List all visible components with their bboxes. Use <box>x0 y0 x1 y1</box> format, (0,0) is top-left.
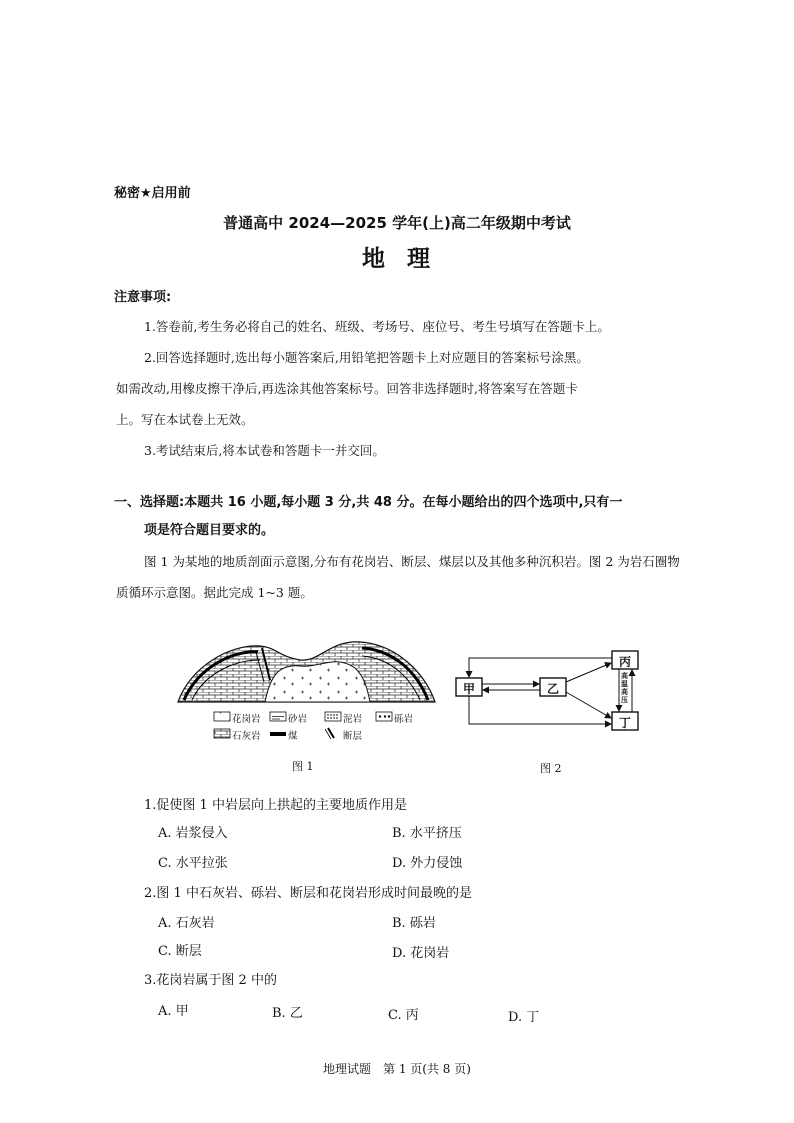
subject-title: 地理 <box>362 246 452 272</box>
figure-1-caption: 图 1 <box>292 760 314 773</box>
legend-coal: 煤 <box>288 731 298 742</box>
notice-item-1: 1.答卷前,考生务必将自己的姓名、班级、考场号、座位号、考生号填写在答题卡上。 <box>144 319 610 334</box>
question-1-option-d: D. 外力侵蚀 <box>392 856 463 871</box>
notice-item-2-line-2: 如需改动,用橡皮擦干净后,再选涂其他答案标号。回答非选择题时,将答案写在答题卡 <box>116 381 578 396</box>
question-1-option-b: B. 水平挤压 <box>392 826 462 841</box>
question-3-stem: 3.花岗岩属于图 2 中的 <box>144 973 277 988</box>
legend-granite: 花岗岩 <box>232 714 261 725</box>
notice-item-2-line-1: 2.回答选择题时,选出每小题答案后,用铅笔把答题卡上对应题目的答案标号涂黑。 <box>144 350 589 365</box>
node-ding: 丁 <box>618 716 631 730</box>
section-intro: 图 1 为某地的地质剖面示意图,分布有花岗岩、断层、煤层以及其他多种沉积岩。图 2 为岩石圈物质循环示意图。据此完成 1~3 题。 <box>116 554 680 600</box>
exam-title: 普通高中 2024—2025 学年(上)高二年级期中考试 <box>223 214 571 232</box>
node-jia: 甲 <box>462 682 475 696</box>
question-3-option-a: A. 甲 <box>158 1004 189 1019</box>
question-1-option-a: A. 岩浆侵入 <box>158 826 228 841</box>
question-2-option-c: C. 断层 <box>158 944 202 959</box>
legend-sandstone: 砂岩 <box>288 714 308 725</box>
question-2-option-d: D. 花岗岩 <box>392 946 450 961</box>
node-yi: 乙 <box>546 682 559 696</box>
figure-1-cross-section <box>170 632 440 744</box>
legend-fault: 断层 <box>343 731 363 742</box>
notice-item-2-line-3: 上。写在本试卷上无效。 <box>116 412 254 427</box>
question-3-option-c: C. 丙 <box>388 1008 419 1023</box>
question-2-option-a: A. 石灰岩 <box>158 916 215 931</box>
arrow-label-high-temp-pressure: 高温高压 <box>621 672 628 704</box>
question-3-option-b: B. 乙 <box>272 1006 303 1021</box>
figure-2-caption: 图 2 <box>540 762 562 775</box>
legend-mudstone: 泥岩 <box>343 714 363 725</box>
question-2-stem: 2.图 1 中石灰岩、砾岩、断层和花岗岩形成时间最晚的是 <box>144 886 472 901</box>
question-2-option-b: B. 砾岩 <box>392 916 436 931</box>
question-3-option-d: D. 丁 <box>508 1010 540 1025</box>
node-bing: 丙 <box>618 655 631 669</box>
section-heading-line-1: 一、选择题:本题共 16 小题,每小题 3 分,共 48 分。在每小题给出的四个选项中,只有一 <box>114 495 623 510</box>
legend-conglomerate: 砾岩 <box>394 714 414 725</box>
notice-heading: 注意事项: <box>114 290 172 305</box>
legend-limestone: 石灰岩 <box>232 731 261 742</box>
question-1-stem: 1.促使图 1 中岩层向上拱起的主要地质作用是 <box>144 798 407 813</box>
confidential-label: 秘密★启用前 <box>114 186 191 201</box>
section-heading-line-2: 项是符合题目要求的。 <box>144 523 275 538</box>
page-footer: 地理试题 第 1 页(共 8 页) <box>323 1062 471 1076</box>
notice-item-3: 3.考试结束后,将本试卷和答题卡一并交回。 <box>144 443 385 458</box>
question-1-option-c: C. 水平拉张 <box>158 856 228 871</box>
